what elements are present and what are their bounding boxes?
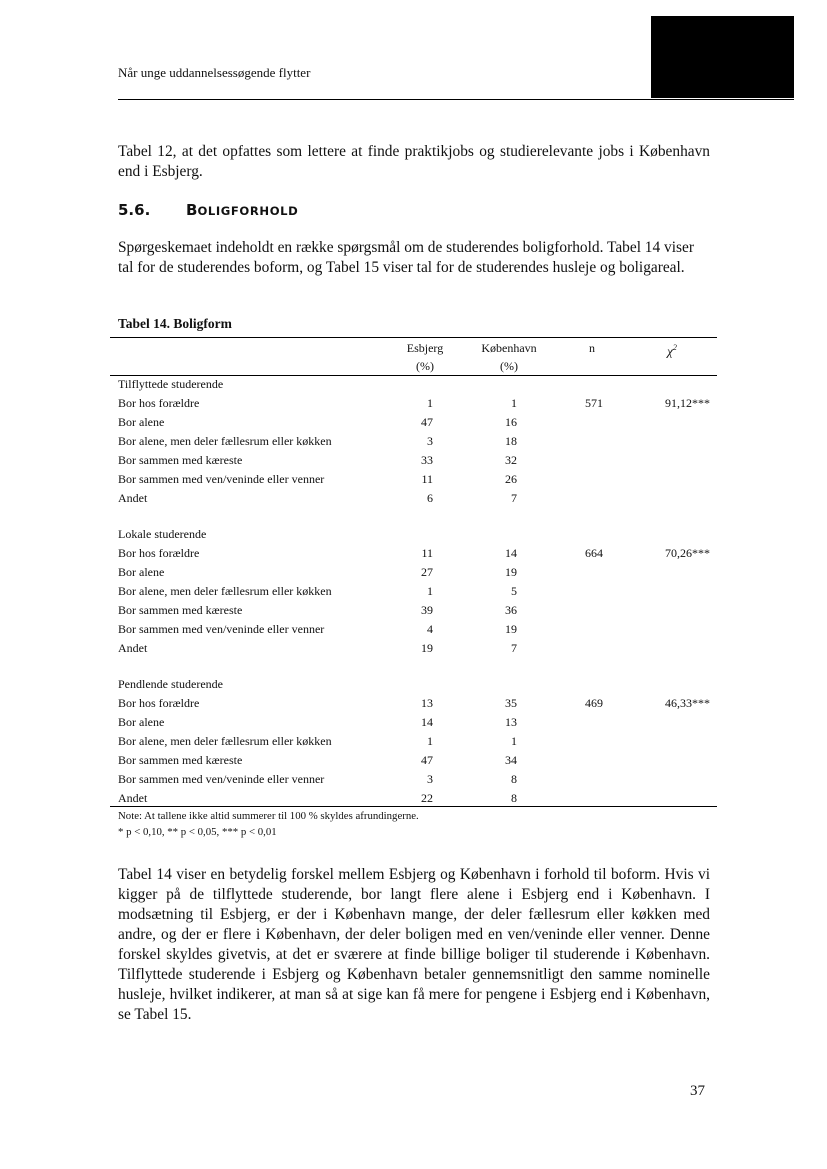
discussion-paragraph: Tabel 14 viser en betydelig forskel mellem Esbjerg og København i forhold til boform. Hvis vi kigger på de tilflyttede studerende, bor langt flere alene i Esbjerg end i København. I modsætning til Esbjerg, er der i København mange, der deler fællesrum eller køkken med andre, og der er flere i København, der deler boligen med en ven/veninde eller venner. Denne forskel skyldes givetvis, at det er sværere at finde billige boliger til studerende i København. Tilflyttede studerende i Esbjerg og København betaler gennemsnitligt den samme nominelle husleje, hvilket indikerer, at man så at sige kan få mere for pengene i Esbjerg end i København, se Tabel 15.: [118, 866, 710, 1023]
esbjerg-value: 47: [421, 415, 433, 429]
running-header: Når unge uddannelsessøgende flytter: [118, 65, 311, 80]
row-label: Bor sammen med kæreste: [118, 753, 243, 767]
row-label: Bor alene, men deler fællesrum eller køkken: [118, 734, 332, 748]
row-label: Bor sammen med kæreste: [118, 453, 243, 467]
kobenhavn-value: 8: [511, 791, 517, 805]
significance-note: * p < 0,10, ** p < 0,05, *** p < 0,01: [118, 826, 277, 838]
row-label: Bor hos forældre: [118, 696, 200, 710]
esbjerg-value: 33: [421, 453, 433, 467]
row-label: Bor alene, men deler fællesrum eller køkken: [118, 584, 332, 598]
table-top-rule: [110, 337, 717, 338]
section-title-rest: OLIGFORHOLD: [197, 204, 299, 218]
kobenhavn-value: 16: [505, 415, 517, 429]
row-label: Bor alene: [118, 715, 165, 729]
section-title-initial: B: [186, 201, 198, 219]
esbjerg-value: 19: [421, 641, 433, 655]
row-label: Bor alene: [118, 565, 165, 579]
group-heading-tilflyttede: Tilflyttede studerende: [118, 377, 224, 391]
kobenhavn-value: 13: [505, 715, 517, 729]
kobenhavn-value: 1: [511, 734, 517, 748]
kobenhavn-value: 19: [505, 622, 517, 636]
esbjerg-value: 3: [427, 434, 433, 448]
chi2-value: 70,26***: [665, 546, 710, 560]
col-header-chi2: [650, 341, 694, 358]
kobenhavn-value: 7: [511, 641, 517, 655]
kobenhavn-value: 32: [505, 453, 517, 467]
esbjerg-value: 14: [421, 715, 433, 729]
row-label: Bor sammen med ven/veninde eller venner: [118, 622, 325, 636]
group-heading-pendlende: Pendlende studerende: [118, 677, 223, 691]
kobenhavn-value: 19: [505, 565, 517, 579]
esbjerg-value: 4: [427, 622, 433, 636]
kobenhavn-value: 36: [505, 603, 517, 617]
row-label: Bor alene: [118, 415, 165, 429]
table-note: Note: At tallene ikke altid summerer til 100 % skyldes afrundingerne.: [118, 810, 419, 822]
kobenhavn-value: 14: [505, 546, 517, 560]
table-caption: Tabel 14. Boligform: [118, 316, 232, 331]
chi2-value: 91,12***: [665, 396, 710, 410]
kobenhavn-value: 18: [505, 434, 517, 448]
row-label: Andet: [118, 641, 148, 655]
esbjerg-value: 22: [421, 791, 433, 805]
section-number: 5.6.: [118, 201, 151, 219]
group-heading-lokale: Lokale studerende: [118, 527, 207, 541]
kobenhavn-value: 8: [511, 772, 517, 786]
kobenhavn-value: 35: [505, 696, 517, 710]
intro-paragraph: Tabel 12, at det opfattes som lettere at finde praktikjobs og studierelevante jobs i København end i Esbjerg.: [118, 143, 710, 180]
row-label: Bor sammen med kæreste: [118, 603, 243, 617]
kobenhavn-value: 1: [511, 396, 517, 410]
col-header-esbjerg-unit: (%): [416, 359, 434, 373]
chi-symbol: χ: [667, 343, 673, 359]
row-label: Bor sammen med ven/veninde eller venner: [118, 472, 325, 486]
esbjerg-value: 1: [427, 396, 433, 410]
esbjerg-value: 11: [421, 546, 433, 560]
chi2-value: 46,33***: [665, 696, 710, 710]
row-label: Andet: [118, 491, 148, 505]
row-label: Bor hos forældre: [118, 396, 200, 410]
col-header-n: n: [589, 341, 595, 355]
kobenhavn-value: 7: [511, 491, 517, 505]
n-value: 571: [585, 396, 603, 410]
n-value: 664: [585, 546, 603, 560]
row-label: Bor hos forældre: [118, 546, 200, 560]
kobenhavn-value: 26: [505, 472, 517, 486]
col-header-kobenhavn: København: [481, 341, 537, 355]
esbjerg-value: 13: [421, 696, 433, 710]
corner-black-tab: [651, 16, 794, 98]
header-bottom-rule: [110, 375, 717, 376]
row-label: Andet: [118, 791, 148, 805]
header-rule: [118, 99, 794, 100]
row-label: Bor sammen med ven/veninde eller venner: [118, 772, 325, 786]
esbjerg-value: 47: [421, 753, 433, 767]
section-paragraph: Spørgeskemaet indeholdt en række spørgsmål om de studerendes boligforhold. Tabel 14 viser tal for de studerendes boform, og Tabel 15 viser tal for de studerendes husleje og boligareal.: [118, 239, 694, 276]
kobenhavn-value: 5: [511, 584, 517, 598]
table-bottom-rule: [110, 806, 717, 807]
col-header-esbjerg: Esbjerg: [406, 341, 444, 355]
esbjerg-value: 1: [427, 734, 433, 748]
esbjerg-value: 11: [421, 472, 433, 486]
esbjerg-value: 39: [421, 603, 433, 617]
col-header-kobenhavn-unit: (%): [500, 359, 518, 373]
esbjerg-value: 6: [427, 491, 433, 505]
section-heading: [118, 201, 298, 219]
kobenhavn-value: 34: [505, 753, 517, 767]
n-value: 469: [585, 696, 603, 710]
esbjerg-value: 1: [427, 584, 433, 598]
row-label: Bor alene, men deler fællesrum eller køkken: [118, 434, 332, 448]
chi-superscript: 2: [672, 343, 677, 352]
page-number: 37: [690, 1083, 705, 1099]
esbjerg-value: 27: [421, 565, 433, 579]
esbjerg-value: 3: [427, 772, 433, 786]
